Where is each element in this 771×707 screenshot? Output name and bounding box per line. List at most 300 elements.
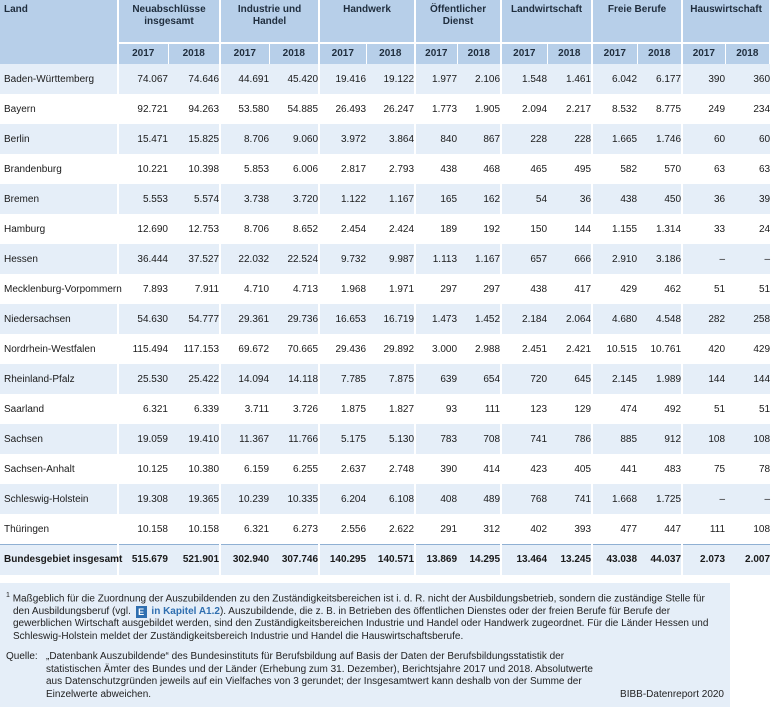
value-cell: 423 (501, 454, 547, 484)
value-cell: 36 (682, 184, 725, 214)
value-cell: 414 (457, 454, 501, 484)
value-cell: 93 (415, 394, 457, 424)
value-cell: 291 (415, 514, 457, 545)
value-cell: 192 (457, 214, 501, 244)
value-cell: 708 (457, 424, 501, 454)
value-cell: 3.711 (220, 394, 269, 424)
value-cell: 51 (725, 394, 770, 424)
value-cell: 51 (682, 394, 725, 424)
value-cell: 29.436 (319, 334, 366, 364)
footnote-marker: 1 (6, 592, 10, 599)
value-cell: 117.153 (168, 334, 220, 364)
value-cell: 108 (682, 424, 725, 454)
value-cell: 16.719 (366, 304, 415, 334)
land-name: Sachsen-Anhalt (0, 454, 118, 484)
value-cell: 63 (682, 154, 725, 184)
value-cell: 78 (725, 454, 770, 484)
value-cell: 515.679 (118, 545, 168, 576)
value-cell: 2.817 (319, 154, 366, 184)
value-cell: 645 (547, 364, 592, 394)
value-cell: 13.464 (501, 545, 547, 576)
footnote (6, 590, 724, 643)
value-cell: 282 (682, 304, 725, 334)
value-cell: 19.365 (168, 484, 220, 514)
value-cell: 297 (457, 274, 501, 304)
value-cell: 1.668 (592, 484, 637, 514)
value-cell: 63 (725, 154, 770, 184)
value-cell: 8.652 (269, 214, 319, 244)
value-cell: 5.175 (319, 424, 366, 454)
value-cell: 1.314 (637, 214, 682, 244)
value-cell: 3.720 (269, 184, 319, 214)
value-cell: 19.059 (118, 424, 168, 454)
value-cell: 5.130 (366, 424, 415, 454)
value-cell: 582 (592, 154, 637, 184)
value-cell: 108 (725, 424, 770, 454)
value-cell: 468 (457, 154, 501, 184)
value-cell: 1.989 (637, 364, 682, 394)
value-cell: 16.653 (319, 304, 366, 334)
value-cell: 654 (457, 364, 501, 394)
year-header: 2017 (592, 43, 637, 64)
chapter-link[interactable]: in Kapitel A1.2 (151, 605, 220, 617)
value-cell: 4.548 (637, 304, 682, 334)
glossary-badge-icon[interactable]: E (136, 606, 147, 618)
value-cell: 129 (547, 394, 592, 424)
table-row (0, 124, 770, 154)
value-cell: 2.064 (547, 304, 592, 334)
value-cell: 1.113 (415, 244, 457, 274)
value-cell: 234 (725, 94, 770, 124)
value-cell: 2.988 (457, 334, 501, 364)
value-cell: 2.145 (592, 364, 637, 394)
value-cell: 10.515 (592, 334, 637, 364)
value-cell: 2.421 (547, 334, 592, 364)
year-header: 2017 (415, 43, 457, 64)
value-cell: – (725, 484, 770, 514)
land-name: Berlin (0, 124, 118, 154)
table-row (0, 514, 770, 545)
value-cell: 741 (501, 424, 547, 454)
value-cell: 3.726 (269, 394, 319, 424)
value-cell: 2.622 (366, 514, 415, 545)
table-row (0, 394, 770, 424)
value-cell: 297 (415, 274, 457, 304)
header-row-groups (0, 0, 770, 43)
value-cell: 1.473 (415, 304, 457, 334)
year-header: 2017 (319, 43, 366, 64)
value-cell: 92.721 (118, 94, 168, 124)
value-cell: 312 (457, 514, 501, 545)
value-cell: 5.574 (168, 184, 220, 214)
value-cell: 8.706 (220, 124, 269, 154)
value-cell: 5.553 (118, 184, 168, 214)
land-name: Schleswig-Holstein (0, 484, 118, 514)
value-cell: 165 (415, 184, 457, 214)
value-cell: 10.158 (168, 514, 220, 545)
publication-credit: BIBB-Datenreport 2020 (620, 688, 724, 700)
value-cell: 19.410 (168, 424, 220, 454)
table-row (0, 334, 770, 364)
value-cell: 521.901 (168, 545, 220, 576)
value-cell: 302.940 (220, 545, 269, 576)
column-header-land: Land (0, 0, 118, 64)
value-cell: 1.725 (637, 484, 682, 514)
value-cell: 74.646 (168, 64, 220, 94)
year-header: 2017 (682, 43, 725, 64)
table-row (0, 214, 770, 244)
value-cell: 13.245 (547, 545, 592, 576)
value-cell: 6.321 (220, 514, 269, 545)
value-cell: 360 (725, 64, 770, 94)
table-row (0, 94, 770, 124)
value-cell: 438 (592, 184, 637, 214)
value-cell: 94.263 (168, 94, 220, 124)
land-name: Thüringen (0, 514, 118, 545)
value-cell: 639 (415, 364, 457, 394)
value-cell: 9.060 (269, 124, 319, 154)
column-header-industrie-handel: Industrie und Handel (220, 0, 319, 43)
value-cell: 54.885 (269, 94, 319, 124)
value-cell: 249 (682, 94, 725, 124)
value-cell: 228 (547, 124, 592, 154)
land-name: Hamburg (0, 214, 118, 244)
value-cell: 6.108 (366, 484, 415, 514)
land-name: Niedersachsen (0, 304, 118, 334)
land-name: Brandenburg (0, 154, 118, 184)
value-cell: 3.864 (366, 124, 415, 154)
value-cell: 13.869 (415, 545, 457, 576)
value-cell: 26.493 (319, 94, 366, 124)
source-note (6, 651, 724, 701)
value-cell: 492 (637, 394, 682, 424)
value-cell: 14.118 (269, 364, 319, 394)
year-header: 2017 (118, 43, 168, 64)
value-cell: 1.827 (366, 394, 415, 424)
value-cell: 70.665 (269, 334, 319, 364)
table-row (0, 154, 770, 184)
value-cell: 39 (725, 184, 770, 214)
value-cell: 720 (501, 364, 547, 394)
value-cell: 51 (682, 274, 725, 304)
land-name: Hessen (0, 244, 118, 274)
value-cell: 6.042 (592, 64, 637, 94)
value-cell: 6.177 (637, 64, 682, 94)
value-cell: 37.527 (168, 244, 220, 274)
value-cell: 162 (457, 184, 501, 214)
value-cell: 6.339 (168, 394, 220, 424)
land-name: Sachsen (0, 424, 118, 454)
column-header-hauswirtschaft: Hauswirtschaft (682, 0, 770, 43)
value-cell: 1.977 (415, 64, 457, 94)
table-body (0, 64, 770, 575)
value-cell: 10.239 (220, 484, 269, 514)
value-cell: 5.853 (220, 154, 269, 184)
value-cell: 1.461 (547, 64, 592, 94)
value-cell: 4.713 (269, 274, 319, 304)
year-header: 2017 (501, 43, 547, 64)
value-cell: 6.006 (269, 154, 319, 184)
value-cell: 2.184 (501, 304, 547, 334)
value-cell: 144 (682, 364, 725, 394)
value-cell: 150 (501, 214, 547, 244)
total-row (0, 545, 770, 576)
value-cell: 1.122 (319, 184, 366, 214)
value-cell: 6.255 (269, 454, 319, 484)
value-cell: 69.672 (220, 334, 269, 364)
value-cell: 258 (725, 304, 770, 334)
value-cell: 393 (547, 514, 592, 545)
footnote-text-b: ). Auszubildende, die z. B. in Betrieben des öffentlichen Dienstes oder der freien Berufe für Berufe der gewerblichen Wirtschaft ausgebildet werden, sind den Zuständigkeitsbereichen Industrie und Handel oder Handwerk zugeordnet. Für die Länder Hessen und Schleswig-Holstein meldet der Zuständigkeitsbereich Industrie und Handel die Hauswirtschaftsberufe. (13, 605, 709, 642)
value-cell: 10.221 (118, 154, 168, 184)
value-cell: 44.037 (637, 545, 682, 576)
land-name: Nordrhein-Westfalen (0, 334, 118, 364)
value-cell: 10.761 (637, 334, 682, 364)
value-cell: 417 (547, 274, 592, 304)
value-cell: 7.875 (366, 364, 415, 394)
table-row (0, 424, 770, 454)
value-cell: 4.710 (220, 274, 269, 304)
value-cell: 115.494 (118, 334, 168, 364)
value-cell: 786 (547, 424, 592, 454)
value-cell: 441 (592, 454, 637, 484)
year-header: 2018 (168, 43, 220, 64)
source-label: Quelle: (6, 651, 38, 663)
value-cell: 438 (501, 274, 547, 304)
value-cell: 867 (457, 124, 501, 154)
year-header: 2018 (269, 43, 319, 64)
value-cell: – (725, 244, 770, 274)
year-header: 2018 (725, 43, 770, 64)
value-cell: 15.825 (168, 124, 220, 154)
notes-panel (0, 583, 730, 707)
value-cell: 1.905 (457, 94, 501, 124)
value-cell: 390 (415, 454, 457, 484)
value-cell: 60 (725, 124, 770, 154)
value-cell: 144 (725, 364, 770, 394)
value-cell: 741 (547, 484, 592, 514)
value-cell: 6.159 (220, 454, 269, 484)
value-cell: 54 (501, 184, 547, 214)
value-cell: 1.875 (319, 394, 366, 424)
value-cell: 108 (725, 514, 770, 545)
value-cell: 11.766 (269, 424, 319, 454)
source-text: „Datenbank Auszubildende“ des Bundesinstituts für Berufsbildung auf Basis der Daten der Berufsbildungsstatistik der statistischen Ämter des Bundes und der Länder (Erhebung zum 31. Dezember), Berichtsjahre 2017 und 2018. Absolutwerte aus Datenschutzgründen jeweils auf ein Vielfaches von 3 gerundet; der Insgesamtwert kann deshalb von der Summe der Einzelwerte abweichen. (46, 651, 593, 700)
value-cell: 33 (682, 214, 725, 244)
value-cell: 390 (682, 64, 725, 94)
value-cell: 29.892 (366, 334, 415, 364)
value-cell: 1.968 (319, 274, 366, 304)
table-row (0, 364, 770, 394)
value-cell: 36 (547, 184, 592, 214)
value-cell: 570 (637, 154, 682, 184)
value-cell: 10.335 (269, 484, 319, 514)
land-name: Saarland (0, 394, 118, 424)
value-cell: 3.972 (319, 124, 366, 154)
value-cell: 75 (682, 454, 725, 484)
value-cell: 657 (501, 244, 547, 274)
value-cell: 438 (415, 154, 457, 184)
value-cell: 666 (547, 244, 592, 274)
land-name: Bremen (0, 184, 118, 214)
value-cell: 483 (637, 454, 682, 484)
total-label: Bundesgebiet insgesamt (0, 545, 118, 576)
value-cell: 1.971 (366, 274, 415, 304)
value-cell: 429 (592, 274, 637, 304)
year-header: 2018 (457, 43, 501, 64)
column-header-oeffentlicher-dienst: Öffentlicher Dienst (415, 0, 501, 43)
value-cell: 15.471 (118, 124, 168, 154)
value-cell: 60 (682, 124, 725, 154)
value-cell: 4.680 (592, 304, 637, 334)
value-cell: 3.738 (220, 184, 269, 214)
value-cell: 462 (637, 274, 682, 304)
value-cell: 51 (725, 274, 770, 304)
column-header-landwirtschaft: Landwirtschaft (501, 0, 592, 43)
value-cell: 140.295 (319, 545, 366, 576)
column-header-neuabschluesse: Neuabschlüsse insgesamt (118, 0, 220, 43)
year-header: 2017 (220, 43, 269, 64)
value-cell: 12.690 (118, 214, 168, 244)
value-cell: 489 (457, 484, 501, 514)
year-header: 2018 (547, 43, 592, 64)
table-row (0, 454, 770, 484)
value-cell: 144 (547, 214, 592, 244)
value-cell: 10.380 (168, 454, 220, 484)
value-cell: 420 (682, 334, 725, 364)
land-name: Rheinland-Pfalz (0, 364, 118, 394)
table-row (0, 184, 770, 214)
value-cell: 228 (501, 124, 547, 154)
value-cell: 123 (501, 394, 547, 424)
value-cell: 24 (725, 214, 770, 244)
table-row (0, 64, 770, 94)
value-cell: – (682, 484, 725, 514)
value-cell: 19.416 (319, 64, 366, 94)
value-cell: 402 (501, 514, 547, 545)
value-cell: 2.637 (319, 454, 366, 484)
land-name: Baden-Württemberg (0, 64, 118, 94)
value-cell: 29.361 (220, 304, 269, 334)
value-cell: 8.532 (592, 94, 637, 124)
value-cell: 2.451 (501, 334, 547, 364)
value-cell: 11.367 (220, 424, 269, 454)
value-cell: 2.793 (366, 154, 415, 184)
value-cell: 111 (682, 514, 725, 545)
value-cell: 3.000 (415, 334, 457, 364)
value-cell: 12.753 (168, 214, 220, 244)
year-header: 2018 (637, 43, 682, 64)
value-cell: 7.893 (118, 274, 168, 304)
value-cell: 783 (415, 424, 457, 454)
value-cell: 2.556 (319, 514, 366, 545)
value-cell: 6.273 (269, 514, 319, 545)
value-cell: 474 (592, 394, 637, 424)
table-row (0, 304, 770, 334)
land-name: Bayern (0, 94, 118, 124)
value-cell: 54.777 (168, 304, 220, 334)
value-cell: 1.548 (501, 64, 547, 94)
value-cell: 14.094 (220, 364, 269, 394)
value-cell: 2.748 (366, 454, 415, 484)
value-cell: 1.665 (592, 124, 637, 154)
value-cell: 111 (457, 394, 501, 424)
value-cell: 25.530 (118, 364, 168, 394)
value-cell: 7.911 (168, 274, 220, 304)
value-cell: 768 (501, 484, 547, 514)
column-header-handwerk: Handwerk (319, 0, 415, 43)
value-cell: 1.155 (592, 214, 637, 244)
value-cell: 405 (547, 454, 592, 484)
table-row (0, 484, 770, 514)
land-name: Mecklenburg-Vorpommern (0, 274, 118, 304)
value-cell: 495 (547, 154, 592, 184)
value-cell: 1.746 (637, 124, 682, 154)
value-cell: 9.732 (319, 244, 366, 274)
value-cell: 19.122 (366, 64, 415, 94)
value-cell: 885 (592, 424, 637, 454)
value-cell: 477 (592, 514, 637, 545)
table-row (0, 244, 770, 274)
value-cell: 44.691 (220, 64, 269, 94)
value-cell: 54.630 (118, 304, 168, 334)
value-cell: 2.007 (725, 545, 770, 576)
value-cell: 1.167 (366, 184, 415, 214)
value-cell: 10.158 (118, 514, 168, 545)
value-cell: 2.073 (682, 545, 725, 576)
value-cell: 8.775 (637, 94, 682, 124)
value-cell: 2.106 (457, 64, 501, 94)
value-cell: 2.094 (501, 94, 547, 124)
column-header-freie-berufe: Freie Berufe (592, 0, 682, 43)
value-cell: 9.987 (366, 244, 415, 274)
value-cell: 10.125 (118, 454, 168, 484)
value-cell: 14.295 (457, 545, 501, 576)
footnote-text-a: Maßgeblich für die Zuordnung der Auszubildenden zu den Zuständigkeitsbereichen ist i. d. R. nicht der Ausbildungsbetrieb, sondern die zuständige Stelle für den Ausbildungsberuf (vgl. (12, 593, 705, 617)
value-cell: 36.444 (118, 244, 168, 274)
value-cell: 465 (501, 154, 547, 184)
value-cell: 2.217 (547, 94, 592, 124)
value-cell: 189 (415, 214, 457, 244)
value-cell: – (682, 244, 725, 274)
value-cell: 408 (415, 484, 457, 514)
value-cell: 140.571 (366, 545, 415, 576)
value-cell: 6.204 (319, 484, 366, 514)
value-cell: 29.736 (269, 304, 319, 334)
value-cell: 3.186 (637, 244, 682, 274)
value-cell: 19.308 (118, 484, 168, 514)
value-cell: 307.746 (269, 545, 319, 576)
value-cell: 2.424 (366, 214, 415, 244)
value-cell: 26.247 (366, 94, 415, 124)
value-cell: 7.785 (319, 364, 366, 394)
value-cell: 8.706 (220, 214, 269, 244)
table-row (0, 274, 770, 304)
value-cell: 840 (415, 124, 457, 154)
value-cell: 22.524 (269, 244, 319, 274)
value-cell: 25.422 (168, 364, 220, 394)
value-cell: 53.580 (220, 94, 269, 124)
year-header: 2018 (366, 43, 415, 64)
value-cell: 447 (637, 514, 682, 545)
value-cell: 450 (637, 184, 682, 214)
value-cell: 43.038 (592, 545, 637, 576)
value-cell: 10.398 (168, 154, 220, 184)
value-cell: 2.910 (592, 244, 637, 274)
value-cell: 1.773 (415, 94, 457, 124)
value-cell: 1.452 (457, 304, 501, 334)
value-cell: 22.032 (220, 244, 269, 274)
